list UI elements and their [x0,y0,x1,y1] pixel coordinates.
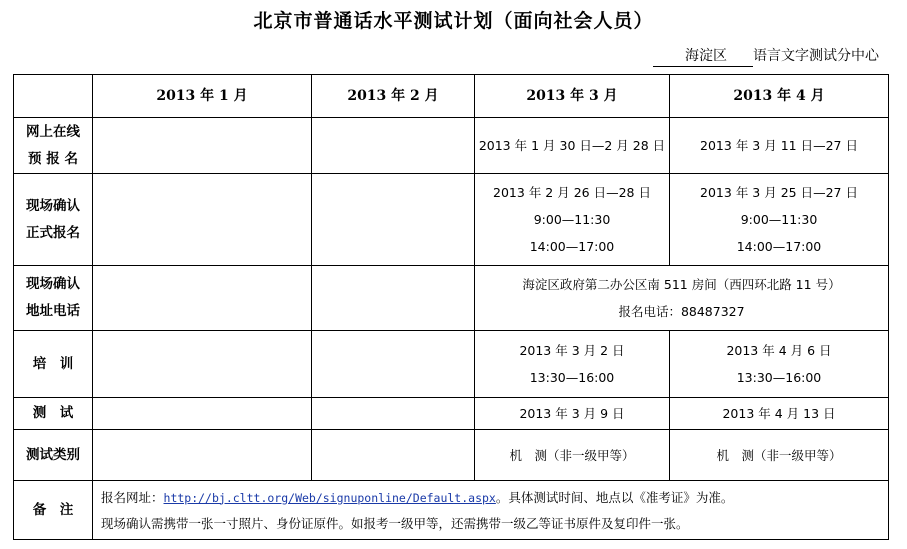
row-onsite-registration [14,174,889,266]
row-label-online: 网上在线 预 报 名 [14,118,93,174]
cell-confirm-jan [93,174,312,266]
row-label-test: 测 试 [14,398,93,430]
cell-test-jan [93,398,312,430]
remarks-line-1: 报名网址：http://bj.cltt.org/Web/signuponline/Default.aspx。具体测试时间、地点以《准考证》为准。 [101,489,734,505]
confirm-apr-morning: 9:00—11:30 [740,212,818,227]
confirm-mar-morning: 9:00—11:30 [533,212,611,227]
column-header-mar: 2013 年 3 月 [475,75,670,118]
cell-address-jan [93,266,312,331]
row-test-type [14,430,889,481]
column-header-jan: 2013 年 1 月 [93,75,312,118]
row-test [14,398,889,430]
phone-text: 报名电话：88487327 [618,304,745,319]
cell-test-feb [312,398,475,430]
cell-confirm-feb [312,174,475,266]
row-online-preregistration [14,118,889,174]
confirm-apr-afternoon: 14:00—17:00 [736,239,822,254]
page-title: 北京市普通话水平测试计划（面向社会人员） [253,10,654,32]
cell-type-jan [93,430,312,481]
training-mar-time: 13:30—16:00 [529,370,615,385]
cell-online-mar: 2013 年 1 月 30 日—2 月 28 日 [475,118,670,174]
training-apr-date: 2013 年 4 月 6 日 [726,343,832,358]
confirm-mar-date: 2013 年 2 月 26 日—28 日 [493,185,651,200]
cell-confirm-mar [475,174,670,266]
district-name: 海淀区 [653,45,753,67]
column-header-feb: 2013 年 2 月 [312,75,475,118]
row-training [14,331,889,398]
schedule-table [13,74,889,540]
cell-address-feb [312,266,475,331]
row-label-address: 现场确认 地址电话 [14,266,93,331]
cell-confirm-apr [670,174,889,266]
cell-training-mar [475,331,670,398]
cell-test-mar: 2013 年 3 月 9 日 [475,398,670,430]
address-text: 海淀区政府第二办公区南 511 房间（西四环北路 11 号） [522,277,841,292]
row-remarks [14,481,889,540]
cell-test-apr: 2013 年 4 月 13 日 [670,398,889,430]
cell-online-feb [312,118,475,174]
row-label-remarks: 备 注 [14,481,93,540]
center-name: 语言文字测试分中心 [753,48,879,64]
row-label-training: 培 训 [14,331,93,398]
remarks-cell [93,481,889,540]
column-header-apr: 2013 年 4 月 [670,75,889,118]
remarks-line-2: 现场确认需携带一张一寸照片、身份证原件。如报考一级甲等，还需携带一级乙等证书原件及复印件一张。 [101,515,689,531]
row-label-type: 测试类别 [14,430,93,481]
training-mar-date: 2013 年 3 月 2 日 [519,343,625,358]
cell-online-apr: 2013 年 3 月 11 日—27 日 [670,118,889,174]
confirm-apr-date: 2013 年 3 月 25 日—27 日 [700,185,858,200]
cell-type-mar: 机 测（非一级甲等） [475,430,670,481]
row-label-confirm: 现场确认 正式报名 [14,174,93,266]
corner-cell [14,75,93,118]
cell-training-apr [670,331,889,398]
training-apr-time: 13:30—16:00 [736,370,822,385]
issuing-office [653,45,879,67]
cell-training-jan [93,331,312,398]
cell-type-apr: 机 测（非一级甲等） [670,430,889,481]
cell-training-feb [312,331,475,398]
row-address-phone [14,266,889,331]
cell-type-feb [312,430,475,481]
cell-online-jan [93,118,312,174]
confirm-mar-afternoon: 14:00—17:00 [529,239,615,254]
header-row [14,75,889,118]
cell-address-mar-apr [475,266,889,331]
signup-url-link[interactable]: http://bj.cltt.org/Web/signuponline/Default.aspx [163,490,496,505]
